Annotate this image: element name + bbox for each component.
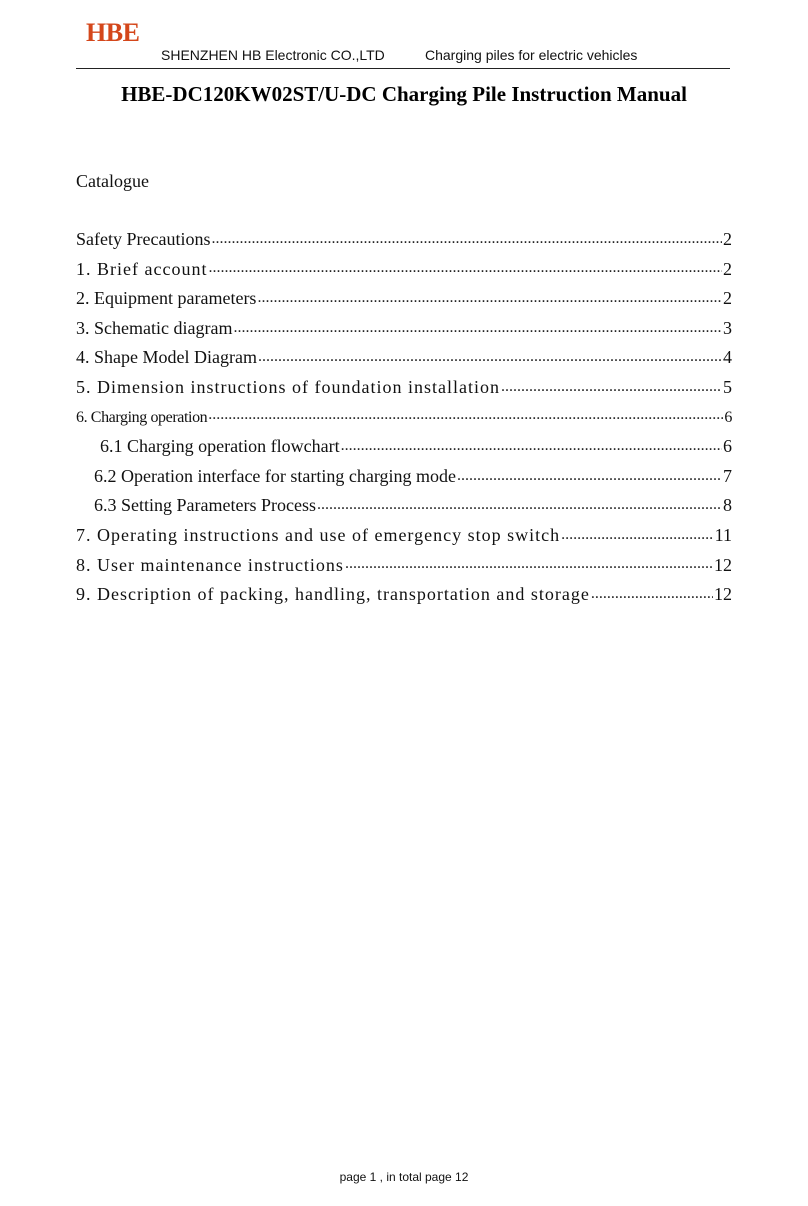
- toc-dot-leader: [591, 586, 713, 604]
- toc-entry-equipment-parameters[interactable]: [76, 284, 732, 314]
- toc-entry-setting-parameters[interactable]: [76, 491, 732, 521]
- company-logo: HBE: [86, 18, 140, 47]
- toc-entry-label: 3. Schematic diagram: [76, 317, 233, 338]
- toc-entry-page: 11: [714, 524, 732, 545]
- toc-entry-brief-account[interactable]: [76, 255, 732, 285]
- toc-dot-leader: [208, 409, 723, 425]
- toc-entry-safety-precautions[interactable]: [76, 225, 732, 255]
- toc-entry-dimension-instructions[interactable]: [76, 373, 732, 403]
- toc-entry-page: 3: [723, 317, 732, 338]
- toc-dot-leader: [341, 438, 722, 456]
- toc-entry-label: 6.2 Operation interface for starting charging mode: [94, 465, 457, 486]
- page-footer: page 1 , in total page 12: [339, 1170, 469, 1184]
- toc-entry-page: 6: [724, 408, 732, 426]
- toc-entry-label: 5. Dimension instructions of foundation installation: [76, 376, 500, 397]
- catalogue-heading: Catalogue: [76, 171, 149, 191]
- toc-entry-label: 2. Equipment parameters: [76, 288, 257, 309]
- toc-entry-shape-model-diagram[interactable]: [76, 343, 732, 373]
- toc-entry-page: 6: [723, 436, 732, 457]
- toc-entry-page: 4: [723, 347, 732, 368]
- toc-entry-label: 9. Description of packing, handling, transportation and storage: [76, 584, 590, 605]
- toc-entry-packing-handling[interactable]: [76, 580, 732, 610]
- toc-dot-leader: [317, 497, 722, 515]
- document-title: HBE-DC120KW02ST/U-DC Charging Pile Instruction Manual: [121, 82, 687, 106]
- company-name: SHENZHEN HB Electronic CO.,LTD: [161, 47, 385, 63]
- toc-entry-label: 7. Operating instructions and use of emergency stop switch: [76, 524, 561, 545]
- toc-entry-operation-interface[interactable]: [76, 462, 732, 492]
- toc-dot-leader: [258, 349, 722, 367]
- toc-dot-leader: [457, 468, 722, 486]
- toc-dot-leader: [501, 379, 722, 397]
- toc-entry-page: 2: [723, 288, 732, 309]
- toc-dot-leader: [257, 290, 722, 308]
- toc-entry-emergency-stop[interactable]: [76, 521, 732, 551]
- toc-dot-leader: [345, 556, 713, 574]
- toc-entry-label: 4. Shape Model Diagram: [76, 347, 257, 368]
- toc-entry-charging-operation[interactable]: [76, 403, 732, 433]
- toc-entry-schematic-diagram[interactable]: [76, 314, 732, 344]
- toc-dot-leader: [208, 260, 722, 278]
- toc-entry-page: 8: [723, 495, 732, 516]
- toc-entry-label: Safety Precautions: [76, 229, 211, 249]
- toc-entry-charging-flowchart[interactable]: [76, 432, 732, 462]
- toc-dot-leader: [233, 320, 722, 338]
- toc-dot-leader: [211, 231, 722, 249]
- table-of-contents: [76, 225, 732, 610]
- toc-entry-label: 8. User maintenance instructions: [76, 554, 344, 575]
- toc-entry-page: 12: [714, 554, 732, 575]
- toc-entry-label: 6.1 Charging operation flowchart: [100, 436, 340, 457]
- toc-entry-user-maintenance[interactable]: [76, 551, 732, 581]
- toc-entry-page: 2: [723, 258, 732, 279]
- toc-entry-page: 7: [723, 465, 732, 486]
- page-header: [76, 14, 730, 70]
- toc-entry-label: 6. Charging operation: [76, 408, 208, 426]
- toc-dot-leader: [561, 527, 714, 545]
- toc-entry-label: 1. Brief account: [76, 258, 208, 279]
- header-divider: [76, 68, 730, 69]
- toc-entry-page: 12: [714, 584, 732, 605]
- toc-entry-label: 6.3 Setting Parameters Process: [94, 495, 316, 516]
- toc-entry-page: 5: [723, 376, 732, 397]
- company-tagline: Charging piles for electric vehicles: [425, 47, 638, 63]
- toc-entry-page: 2: [723, 229, 732, 249]
